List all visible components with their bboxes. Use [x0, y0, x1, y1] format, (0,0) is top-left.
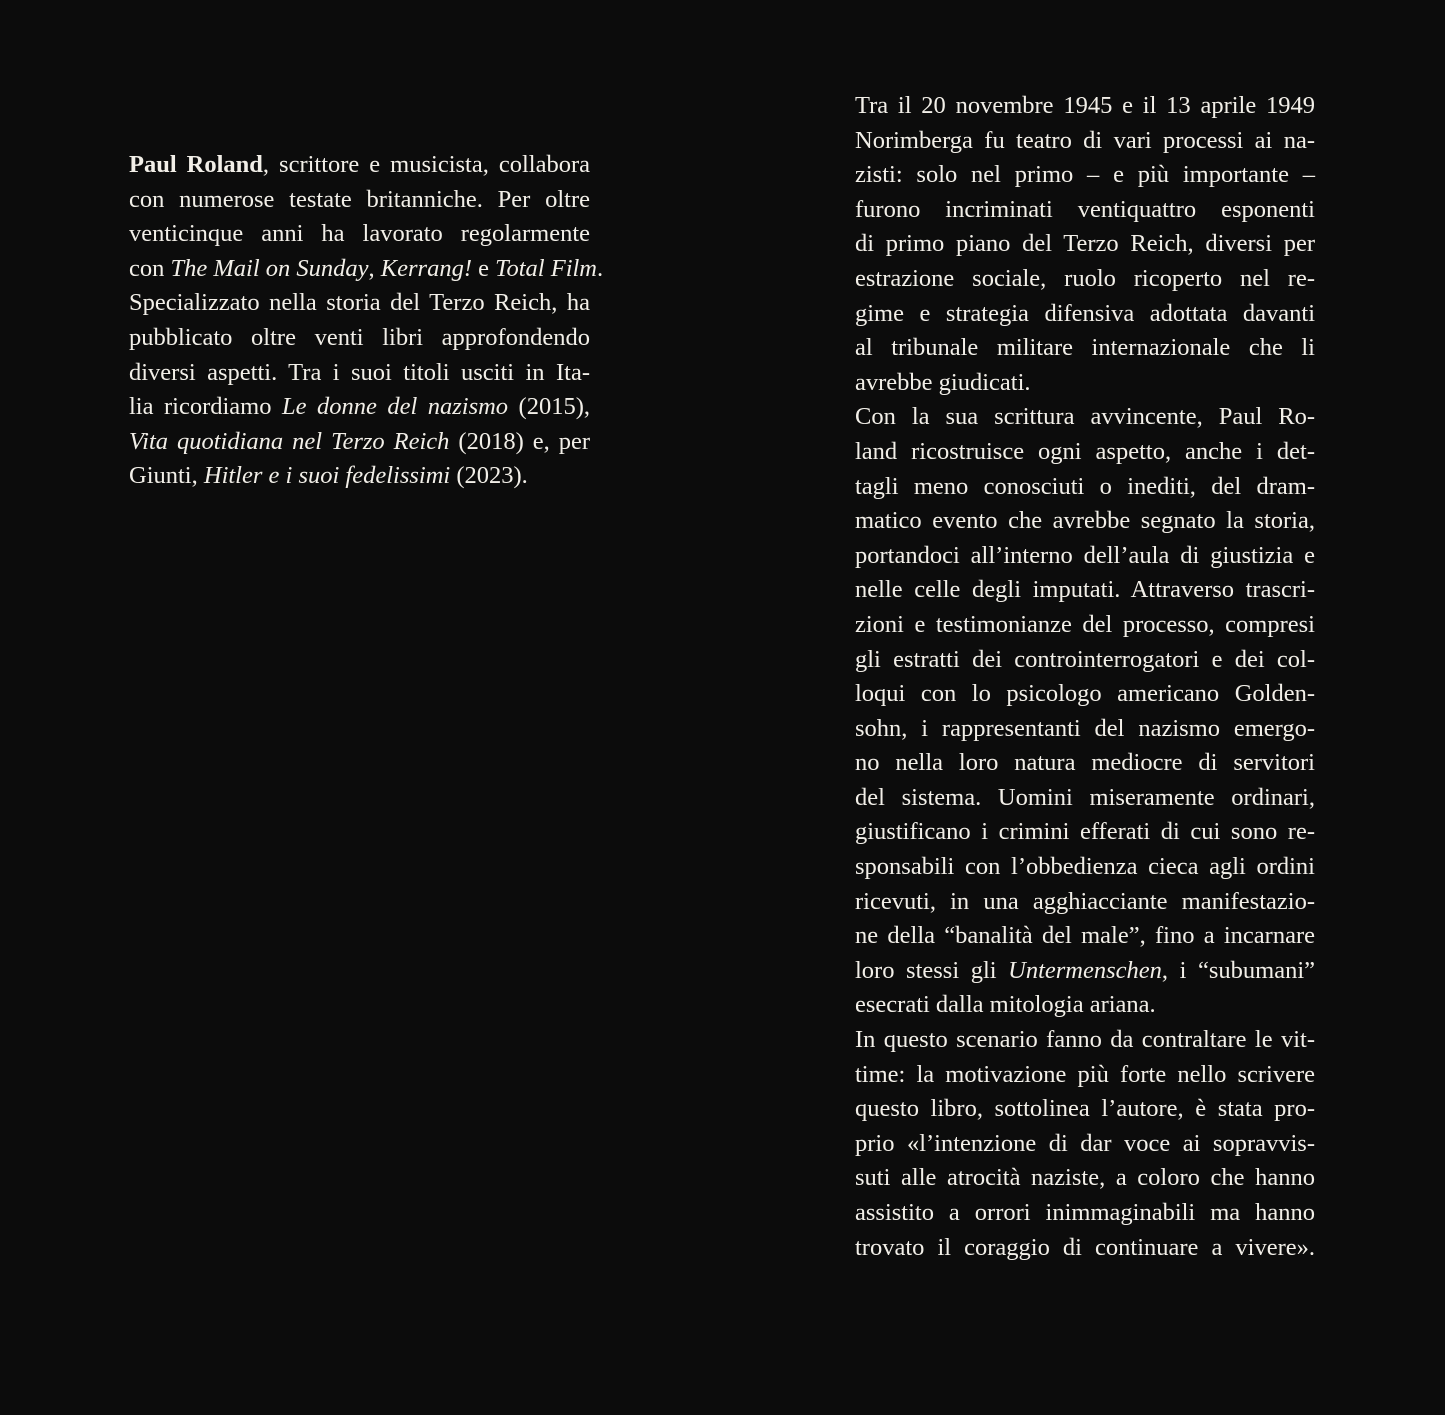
text-run: gli estratti dei controinterrogatori e dei col- [855, 645, 1315, 673]
text-run: al tribunale militare internazionale che li [855, 334, 1315, 362]
text-line [855, 470, 1315, 505]
text-line [129, 252, 604, 287]
text-run: furono incriminati ventiquattro esponenti [855, 195, 1315, 223]
text-line [855, 89, 1315, 124]
text-run: zisti: solo nel primo – e più importante – [855, 161, 1315, 189]
text-line [129, 459, 590, 494]
text-line [855, 435, 1315, 470]
text-line [855, 1161, 1315, 1196]
text-line [855, 1127, 1315, 1162]
title-text: Hitler e i suoi fedelissimi [203, 462, 451, 490]
text-line [855, 539, 1315, 574]
text-run: pubblicato oltre venti libri approfondendo [129, 323, 590, 351]
text-run: ne della “banalità del male”, fino a incarnare [855, 922, 1315, 950]
text-run: con numerose testate britanniche. Per oltre [129, 185, 590, 213]
text-run: assistito a orrori inimmaginabili ma hanno [855, 1199, 1315, 1226]
text-run: , i “subumani” [1161, 956, 1316, 984]
text-run: loqui con lo psicologo americano Golden- [855, 680, 1315, 708]
text-run: venticinque anni ha lavorato regolarmente [129, 220, 590, 248]
text-run: suti alle atrocità naziste, a coloro che hanno [855, 1164, 1315, 1192]
text-run: estrazione sociale, ruolo ricoperto nel re- [855, 264, 1315, 292]
text-run: Giunti, [129, 462, 204, 490]
text-run: (2015), [508, 393, 590, 421]
text-line [855, 919, 1315, 954]
text-line [855, 988, 1315, 1023]
text-run: loro stessi gli [855, 956, 1009, 984]
text-line [855, 366, 1315, 401]
text-line [855, 1196, 1315, 1231]
text-run: gime e strategia difensiva adottata davanti [855, 299, 1315, 327]
text-run: In questo scenario fanno da contraltare le vit- [855, 1026, 1315, 1054]
title-text: Vita quotidiana nel Terzo Reich [129, 427, 450, 455]
text-run: zioni e testimonianze del processo, compresi [855, 610, 1315, 638]
text-line [129, 425, 590, 460]
text-run: Specializzato nella storia del Terzo Reich, ha [129, 289, 590, 317]
text-line [855, 504, 1315, 539]
text-run: , scrittore e musicista, collabora [262, 151, 590, 178]
text-line [855, 124, 1315, 159]
text-run: Norimberga fu teatro di vari processi ai na- [855, 126, 1315, 154]
text-line [855, 712, 1315, 747]
text-line [855, 1023, 1315, 1058]
text-line [129, 183, 590, 218]
book-synopsis [855, 89, 1315, 1265]
text-run: (2023). [450, 462, 528, 490]
title-text: Kerrang! [380, 254, 472, 282]
text-run: nelle celle degli imputati. Attraverso trascri- [855, 576, 1315, 604]
author-bio [129, 148, 604, 494]
title-text: Untermenschen [1008, 956, 1162, 984]
text-line [855, 1058, 1315, 1093]
title-text: Total Film [495, 254, 597, 282]
text-run: matico evento che avrebbe segnato la storia, [855, 507, 1315, 535]
text-line [855, 193, 1315, 228]
text-line [855, 158, 1315, 193]
text-run: portandoci all’interno dell’aula di giustizia e [855, 541, 1315, 569]
text-run: prio «l’intenzione di dar voce ai sopravvis- [855, 1129, 1315, 1157]
text-run: Con la sua scrittura avvincente, Paul Ro- [855, 403, 1315, 431]
text-run: , [368, 254, 381, 282]
author-name: Paul Roland [129, 151, 263, 178]
text-run: giustificano i crimini efferati di cui sono re- [855, 818, 1315, 846]
text-line [855, 227, 1315, 262]
text-line [855, 331, 1315, 366]
text-line [855, 850, 1315, 885]
title-text: The Mail on Sunday [170, 254, 369, 282]
text-line [855, 262, 1315, 297]
text-run: land ricostruisce ogni aspetto, anche i det- [855, 437, 1315, 465]
text-run: del sistema. Uomini miseramente ordinari, [855, 783, 1315, 811]
text-line [855, 677, 1315, 712]
text-run: esecrati dalla mitologia ariana. [855, 991, 1156, 1019]
text-run: Tra il 20 novembre 1945 e il 13 aprile 1949 [855, 92, 1315, 119]
text-line [855, 643, 1315, 678]
text-run: diversi aspetti. Tra i suoi titoli usciti in Ita- [129, 358, 590, 386]
text-line [855, 400, 1315, 435]
text-line [129, 321, 590, 356]
text-run: ricevuti, in una agghiacciante manifestazio- [855, 887, 1315, 915]
text-line [855, 746, 1315, 781]
text-line [855, 1092, 1315, 1127]
text-line [129, 217, 590, 252]
text-run: di primo piano del Terzo Reich, diversi per [855, 230, 1315, 258]
text-run: (2018) e, per [449, 427, 590, 455]
text-run: avrebbe giudicati. [855, 368, 1031, 396]
text-line [129, 286, 590, 321]
text-run: lia ricordiamo [129, 393, 282, 421]
text-line [855, 297, 1315, 332]
text-run: no nella loro natura mediocre di servitori [855, 749, 1315, 777]
text-run: trovato il coraggio di continuare a vivere». [855, 1233, 1315, 1261]
text-run: e [471, 254, 496, 282]
text-line [129, 390, 590, 425]
text-line [129, 356, 590, 391]
text-line [855, 1231, 1315, 1266]
text-run: sponsabili con l’obbedienza cieca agli ordini [855, 853, 1315, 881]
text-run: sohn, i rappresentanti del nazismo emergo- [855, 714, 1315, 742]
text-line [855, 608, 1315, 643]
text-line [855, 954, 1315, 989]
text-line [855, 573, 1315, 608]
text-line [129, 148, 590, 183]
text-line [855, 885, 1315, 920]
title-text: Le donne del nazismo [281, 393, 509, 421]
text-run: . [597, 254, 604, 282]
text-run: questo libro, sottolinea l’autore, è stata pro- [855, 1095, 1315, 1123]
text-line [855, 781, 1315, 816]
text-run: time: la motivazione più forte nello scrivere [855, 1060, 1315, 1088]
text-line [855, 815, 1315, 850]
text-run: con [129, 254, 171, 282]
text-run: tagli meno conosciuti o inediti, del dram- [855, 472, 1315, 500]
